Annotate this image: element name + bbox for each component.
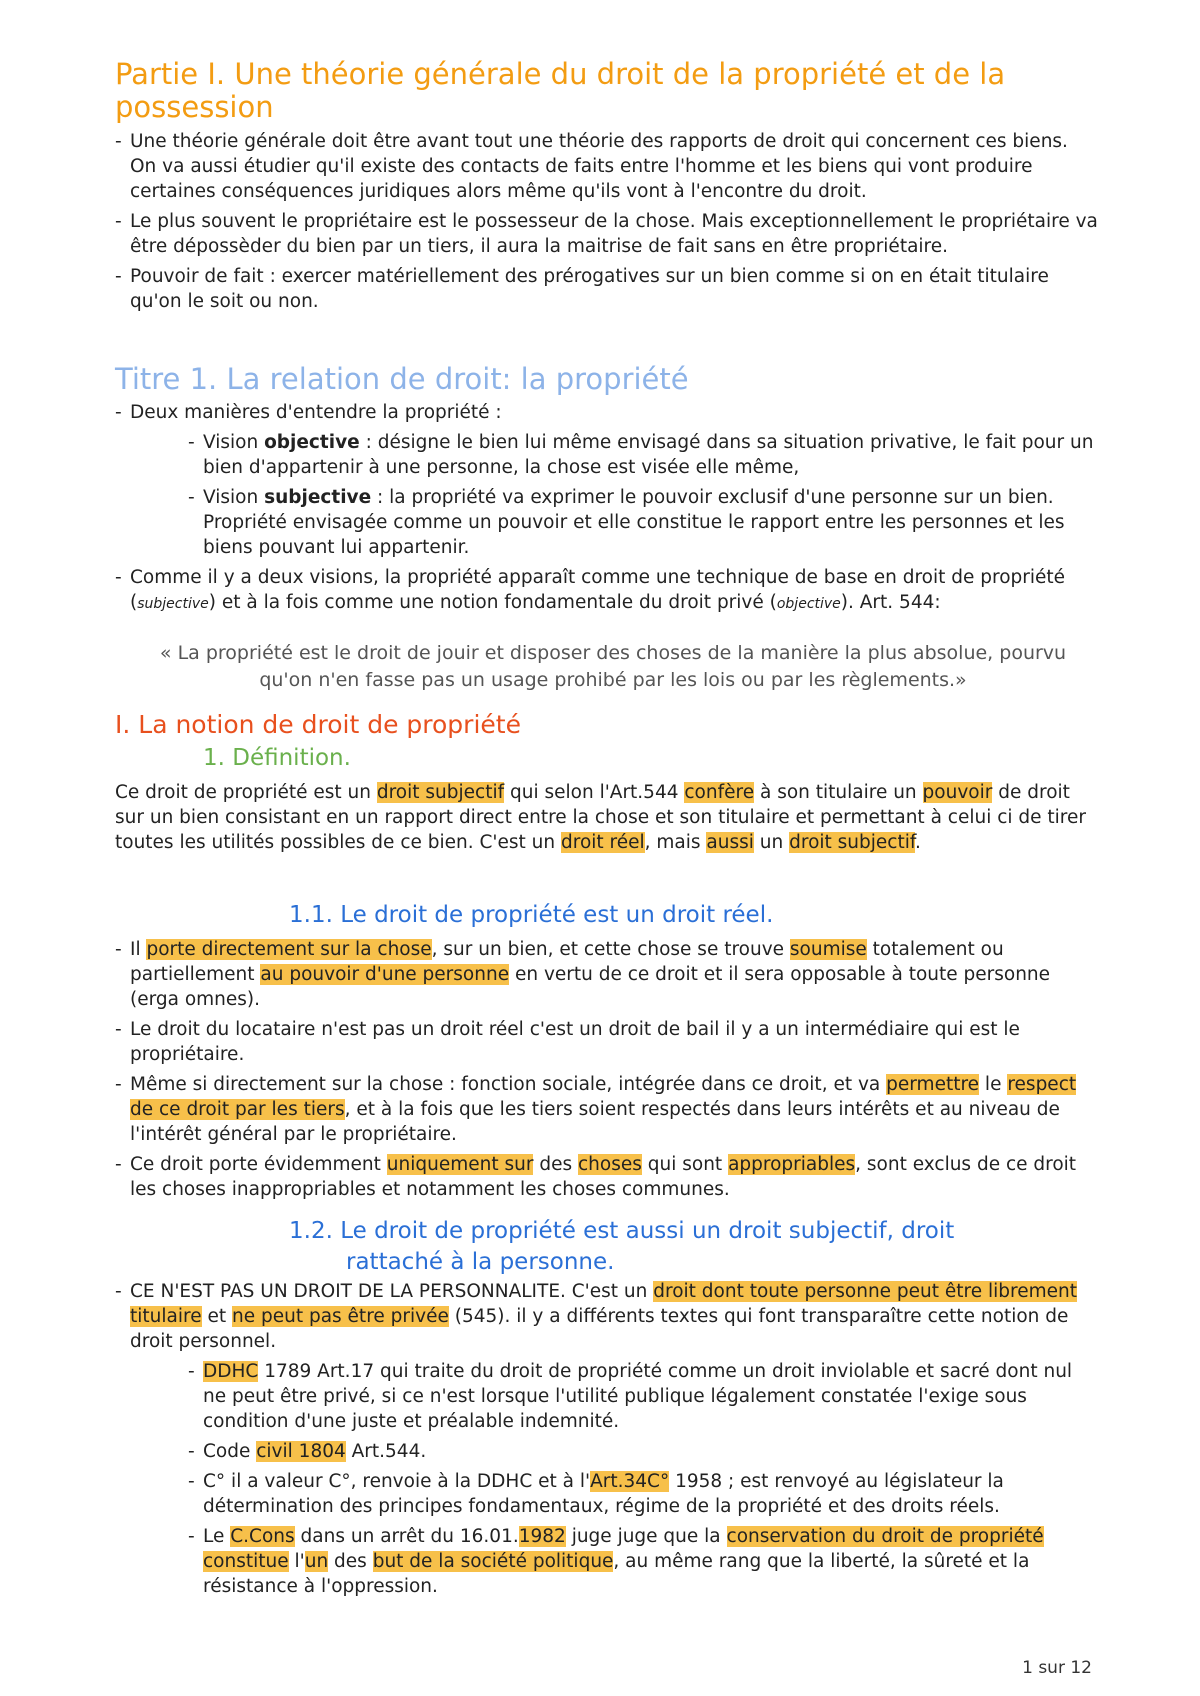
vision-subjective: - Vision subjective : la propriété va exprimer le pouvoir exclusif d'une personne sur un bien. Propriété envisagée comme un pouvoir et elle constitue le rapport entre les personnes et les biens pouvant lui appartenir. (188, 485, 1100, 560)
s12-sublist (188, 1359, 1100, 1604)
intro-list (115, 129, 1100, 319)
page-number: 1 sur 12 (1022, 1658, 1092, 1678)
highlight: C.Cons (230, 1526, 295, 1547)
bold-objective: objective (264, 432, 360, 453)
highlight: droit réel (561, 832, 645, 853)
list-item: - Deux manières d'entendre la propriété : (115, 400, 1100, 425)
highlight: permettre (886, 1074, 980, 1095)
s11-bullet: - Le droit du locataire n'est pas un droit réel c'est un droit de bail il y a un intermédiaire qui est le propriétaire. (115, 1017, 1100, 1067)
s11-bullet: - Il porte directement sur la chose, sur un bien, et cette chose se trouve soumise totalement ou partiellement au pouvoir d'une personne en vertu de ce droit et il sera opposable à toute personne (erga omnes). (115, 937, 1100, 1012)
highlight: aussi (706, 832, 754, 853)
section-heading: I. La notion de droit de propriété (115, 710, 521, 739)
bold-subjective: subjective (264, 487, 372, 508)
highlight: uniquement sur (386, 1154, 534, 1175)
s12-bullet: - CE N'EST PAS UN DROIT DE LA PERSONNALITE. C'est un droit dont toute personne peut être librement titulaire et ne peut pas être privée (545). il y a différents textes qui font transparaître cette notion de droit personnel. (115, 1279, 1100, 1354)
s11-list (115, 937, 1100, 1207)
highlight: choses (578, 1154, 642, 1175)
intro-bullet: - Le plus souvent le propriétaire est le possesseur de la chose. Mais exceptionnellement le propriétaire va être dépossèder du bien par un tiers, il aura la maitrise de fait sans en être propriétaire. (115, 209, 1100, 259)
vision-objective: - Vision objective : désigne le bien lui même envisagé dans sa situation privative, le fait pour un bien d'appartenir à une personne, la chose est visée elle même, (188, 430, 1100, 480)
s12-subbullet: - Le C.Cons dans un arrêt du 16.01.1982 juge juge que la conservation du droit de propriété constitue l'un des but de la société politique, au même rang que la liberté, la sûreté et la résistance à l'oppression. (188, 1524, 1100, 1599)
intro-bullet: - Pouvoir de fait : exercer matériellement des prérogatives sur un bien comme si on en était titulaire qu'on le soit ou non. (115, 264, 1100, 314)
definition-heading: 1. Définition. (203, 745, 351, 771)
highlight: Art.34C° (590, 1471, 670, 1492)
titre-heading: Titre 1. La relation de droit: la propriété (115, 362, 689, 396)
titre-list (115, 400, 1100, 430)
highlight: pouvoir (922, 782, 993, 803)
visions-list (188, 430, 1100, 565)
comme-bullet: - Comme il y a deux visions, la propriété apparaît comme une technique de base en droit de propriété (subjective) et à la fois comme une notion fondamentale du droit privé (objective). Art. 544: (115, 565, 1100, 617)
highlight: droit subjectif (789, 832, 916, 853)
definition-paragraph: Ce droit de propriété est un droit subjectif qui selon l'Art.544 confère à son titulaire un pouvoir de droit sur un bien consistant en un rapport direct entre la chose et son titulaire et permettant à celui ci de tirer toutes les utilités possibles de ce bien. C'est un droit réel, mais aussi un droit subjectif. (115, 782, 1086, 853)
s12-subbullet: - Code civil 1804 Art.544. (188, 1439, 1100, 1464)
intro-bullet: - Une théorie générale doit être avant tout une théorie des rapports de droit qui concernent ces biens. On va aussi étudier qu'il existe des contacts de faits entre l'homme et les biens qui vont produire certaines conséquences juridiques alors même qu'ils vont à l'encontre du droit. (115, 129, 1100, 204)
subsection-heading-1-2: 1.2. Le droit de propriété est aussi un droit subjectif, droit rattaché à la personne. (289, 1218, 955, 1275)
subsection-heading-1-1: 1.1. Le droit de propriété est un droit réel. (289, 902, 774, 928)
highlight: but de la société politique (372, 1551, 614, 1572)
s12-subbullet: - DDHC 1789 Art.17 qui traite du droit de propriété comme un droit inviolable et sacré dont nul ne peut être privé, si ce n'est lorsque l'utilité publique légalement constatée l'exige sous condition d'une juste et préalable indemnité. (188, 1359, 1100, 1434)
comme-list (115, 565, 1100, 622)
s12-list (115, 1279, 1100, 1359)
highlight: 1982 (518, 1526, 566, 1547)
article-quote: « La propriété est le droit de jouir et disposer des choses de la manière la plus absolue, pourvu qu'on n'en fasse pas un usage prohibé par les lois ou par les règlements.» (159, 642, 1067, 691)
highlight: ne peut pas être privée (231, 1306, 449, 1327)
highlight: au pouvoir d'une personne (260, 964, 510, 985)
highlight: un (304, 1551, 329, 1572)
highlight: appropriables (728, 1154, 856, 1175)
part-title: Partie I. Une théorie générale du droit de la propriété et de la possession (115, 57, 1006, 124)
highlight: respect de ce droit par les tiers (130, 1074, 1077, 1120)
highlight: confère (684, 782, 755, 803)
s11-bullet: - Ce droit porte évidemment uniquement sur des choses qui sont appropriables, sont exclus de ce droit les choses inappropriables et notamment les choses communes. (115, 1152, 1100, 1202)
highlight: droit subjectif (376, 782, 505, 803)
highlight: porte directement sur la chose (146, 939, 432, 960)
s12-subbullet: - C° il a valeur C°, renvoie à la DDHC et à l'Art.34C° 1958 ; est renvoyé au législateur la détermination des principes fondamentaux, régime de la propriété et des droits réels. (188, 1469, 1100, 1519)
highlight: conservation du droit de propriété constitue (203, 1526, 1044, 1572)
highlight: DDHC (203, 1361, 259, 1382)
highlight: soumise (789, 939, 867, 960)
s11-bullet: - Même si directement sur la chose : fonction sociale, intégrée dans ce droit, et va permettre le respect de ce droit par les tiers, et à la fois que les tiers soient respectés dans leurs intérêts et au niveau de l'intérêt général par le propriétaire. (115, 1072, 1100, 1147)
highlight: droit dont toute personne peut être librement titulaire (130, 1281, 1078, 1327)
highlight: civil 1804 (256, 1441, 346, 1462)
